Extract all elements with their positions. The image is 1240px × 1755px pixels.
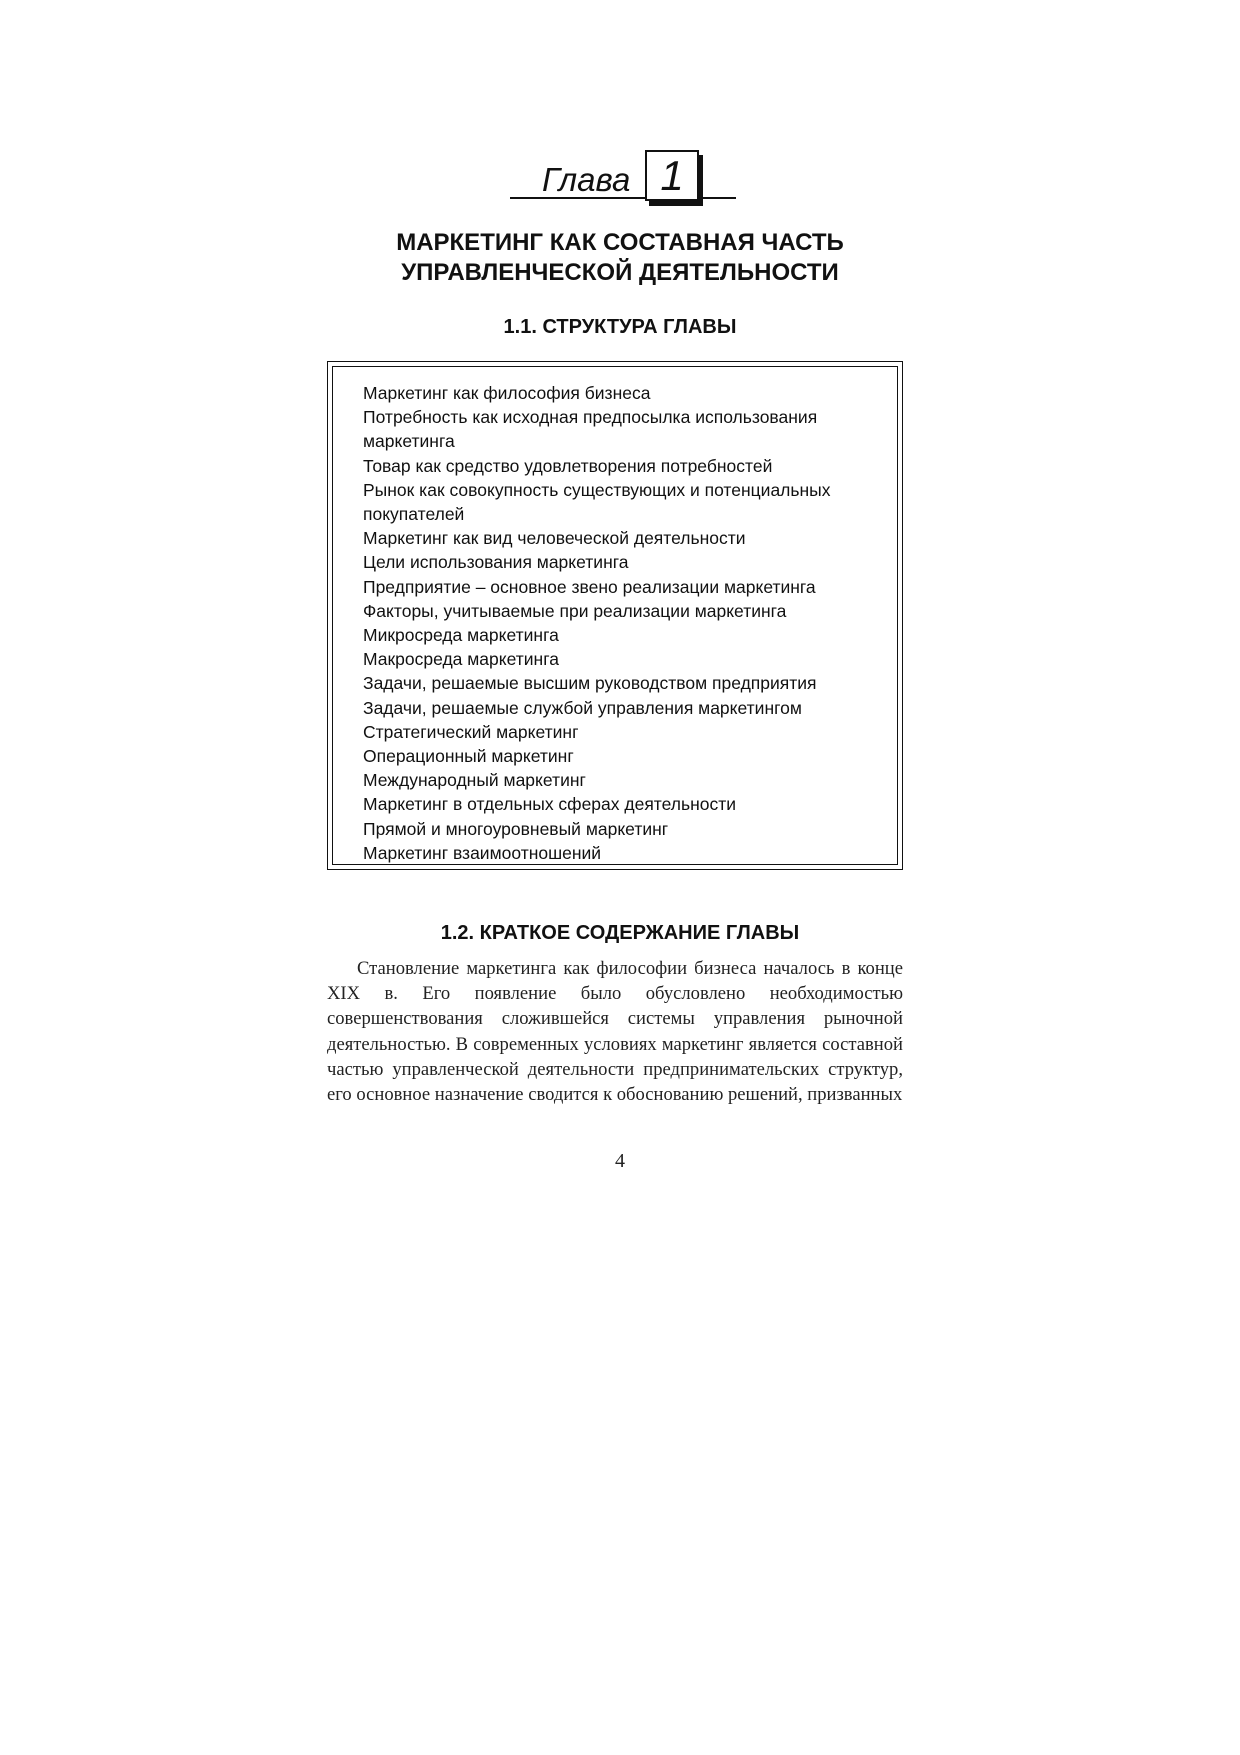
chapter-title-line: УПРАВЛЕНЧЕСКОЙ ДЕЯТЕЛЬНОСТИ [401, 259, 839, 286]
structure-list-item: Операционный маркетинг [363, 746, 574, 767]
chapter-structure-inner-frame [332, 366, 898, 865]
chapter-structure-list [363, 381, 873, 865]
chapter-rule-right [699, 197, 736, 199]
structure-list-item: Маркетинг в отдельных сферах деятельности [363, 794, 737, 815]
chapter-label: Глава [542, 161, 631, 198]
chapter-mark [510, 148, 736, 218]
section-heading-summary: 1.2. КРАТКОЕ СОДЕРЖАНИЕ ГЛАВЫ [440, 922, 800, 944]
chapter-structure-box [327, 361, 903, 870]
page-number: 4 [615, 1150, 625, 1172]
structure-list-item: Прямой и многоуровневый маркетинг [363, 818, 669, 839]
structure-list-item: Макросреда маркетинга [363, 649, 559, 670]
structure-list-item: Факторы, учитываемые при реализации маркетинга [363, 600, 787, 621]
structure-list-item: Маркетинг как вид человеческой деятельности [363, 528, 746, 549]
chapter-title [300, 228, 940, 288]
structure-list-item: Цели использования маркетинга [363, 552, 629, 573]
chapter-title-line: МАРКЕТИНГ КАК СОСТАВНАЯ ЧАСТЬ [396, 229, 844, 256]
section-heading-structure: 1.1. СТРУКТУРА ГЛАВЫ [503, 316, 737, 338]
chapter-number-box [645, 150, 699, 201]
structure-list-item: Маркетинг как философия бизнеса [363, 383, 651, 403]
structure-list-item: Стратегический маркетинг [363, 721, 579, 742]
structure-list-item: Микросреда маркетинга [363, 625, 559, 646]
structure-list-item: Рынок как совокупность существующих и потенциальных покупателей [363, 479, 831, 525]
chapter-number: 1 [660, 152, 684, 199]
summary-paragraph: Становление маркетинга как философии бизнеса началось в конце XIX в. Его появление было обусловлено необходимостью совершенствования сложившейся системы управления рыночной деятельностью. В современных условиях маркетинг является составной частью управленческой деятельности предпринимательских структур, его основное назначение сводится к обоснованию решений, призванных [327, 958, 903, 1106]
structure-list-item: Маркетинг взаимоотношений [363, 842, 602, 863]
structure-list-item: Предприятие – основное звено реализации маркетинга [363, 576, 816, 597]
structure-list-item: Товар как средство удовлетворения потребностей [363, 455, 773, 476]
structure-list-item: Задачи, решаемые высшим руководством предприятия [363, 673, 817, 694]
structure-list-item: Задачи, решаемые службой управления маркетингом [363, 697, 802, 718]
structure-list-item: Международный маркетинг [363, 770, 586, 791]
structure-list-item: Потребность как исходная предпосылка использования маркетинга [363, 407, 818, 452]
